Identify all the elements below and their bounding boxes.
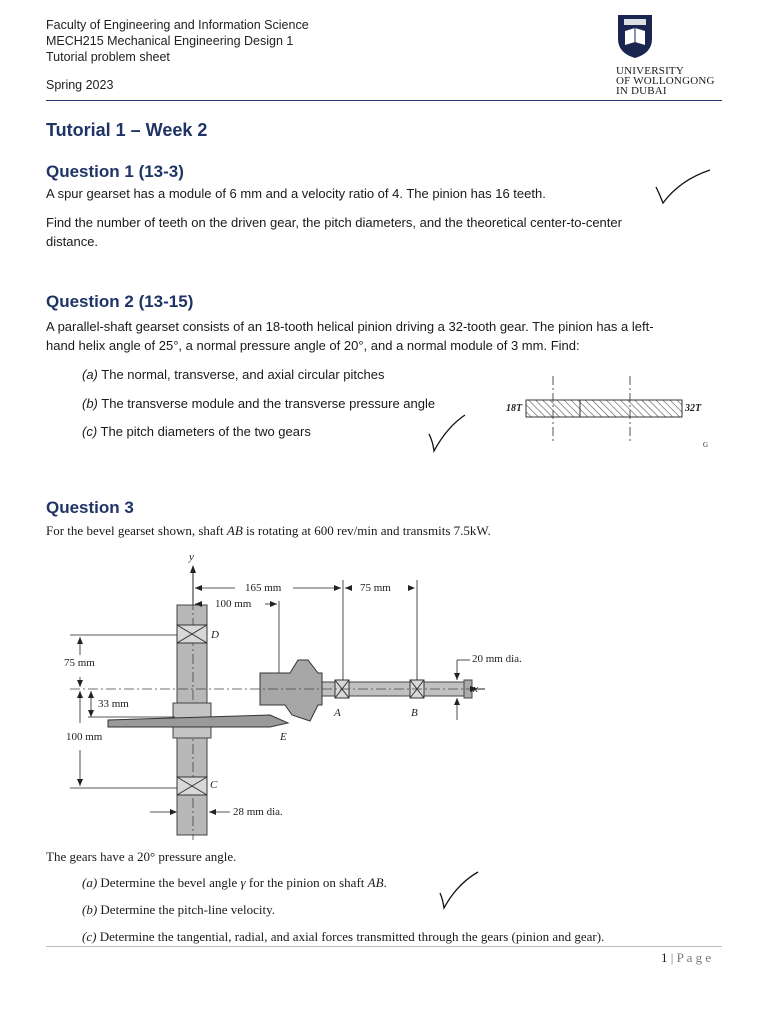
q2-item-b: (b) The transverse module and the transverse pressure angle (82, 396, 436, 411)
footer-divider (46, 946, 722, 947)
q3-fig-dim-100-left: 100 mm (66, 731, 103, 743)
header-course: MECH215 Mechanical Engineering Design 1 (46, 34, 294, 48)
q3-item-c: (c) Determine the tangential, radial, and axial forces transmitted through the gears (pinion and gear). (82, 929, 605, 944)
q3-fig-point-b: B (411, 707, 418, 719)
q2-statement-line1: A parallel-shaft gearset consists of an 18-tooth helical pinion driving a 32-tooth gear. The pinion has a left- (46, 319, 654, 334)
logo-line-dubai: IN DUBAI (616, 85, 667, 97)
q3-fig-axis-x: x (473, 683, 478, 695)
q3-item-b: (b) Determine the pitch-line velocity. (82, 902, 276, 917)
q3-fig-point-c: C (210, 779, 218, 791)
q3-checkmark-icon (435, 868, 483, 912)
q3-fig-dim-75-top: 75 mm (360, 582, 391, 594)
logo-line-wollongong: OF WOLLONGONG (616, 75, 715, 87)
header-term: Spring 2023 (46, 78, 114, 92)
q1-checkmark-icon (650, 165, 715, 210)
q1-statement: A spur gearset has a module of 6 mm and a velocity ratio of 4. The pinion has 16 teeth. (46, 186, 546, 201)
q3-item-a: (a) Determine the bevel angle γ for the pinion on shaft AB. (82, 875, 387, 890)
q3-fig-point-d: D (211, 629, 219, 641)
q3-bevel-gearset-figure (60, 555, 540, 840)
q2-item-c: (c) The pitch diameters of the two gears (82, 424, 311, 439)
q1-task-line2: distance. (46, 234, 99, 249)
q3-fig-dim-33: 33 mm (98, 698, 129, 710)
q3-fig-dim-100: 100 mm (215, 598, 252, 610)
q2-item-a: (a) The normal, transverse, and axial circular pitches (82, 367, 385, 382)
q3-fig-point-e: E (280, 731, 287, 743)
q3-statement: For the bevel gearset shown, shaft AB is rotating at 600 rev/min and transmits 7.5kW. (46, 523, 491, 538)
university-crest-icon (616, 13, 654, 59)
q3-fig-dim-165: 165 mm (245, 582, 282, 594)
q2-fig-label-18t: 18T (506, 403, 523, 414)
q1-task-line1: Find the number of teeth on the driven gear, the pitch diameters, and the theoretical center-to-center (46, 215, 622, 230)
q3-fig-point-a: A (334, 707, 341, 719)
q3-fig-dim-20-dia: 20 mm dia. (472, 653, 522, 665)
q1-heading: Question 1 (13-3) (46, 162, 184, 181)
q2-helical-gear-figure (500, 372, 715, 450)
q2-heading: Question 2 (13-15) (46, 292, 194, 311)
q2-checkmark-icon (425, 412, 470, 454)
q3-heading: Question 3 (46, 498, 134, 517)
q2-fig-label-32t: 32T (685, 403, 702, 414)
q2-fig-corner-mark: G (703, 441, 709, 449)
q3-fig-dim-28-dia: 28 mm dia. (233, 806, 283, 818)
logo-line-university: UNIVERSITY (616, 65, 684, 77)
q2-statement-line2: hand helix angle of 25°, a normal pressure angle of 20°, and a normal module of 3 mm. Find: (46, 338, 580, 353)
page-title: Tutorial 1 – Week 2 (46, 120, 208, 140)
q3-fig-dim-75-left: 75 mm (64, 657, 95, 669)
q3-pressure-angle: The gears have a 20° pressure angle. (46, 849, 237, 864)
footer-page-number: 1 | P a g e (661, 950, 712, 965)
header-sheet-type: Tutorial problem sheet (46, 50, 170, 64)
header-divider (46, 100, 722, 101)
q3-fig-axis-y: y (189, 551, 194, 563)
header-faculty: Faculty of Engineering and Information Science (46, 18, 309, 32)
